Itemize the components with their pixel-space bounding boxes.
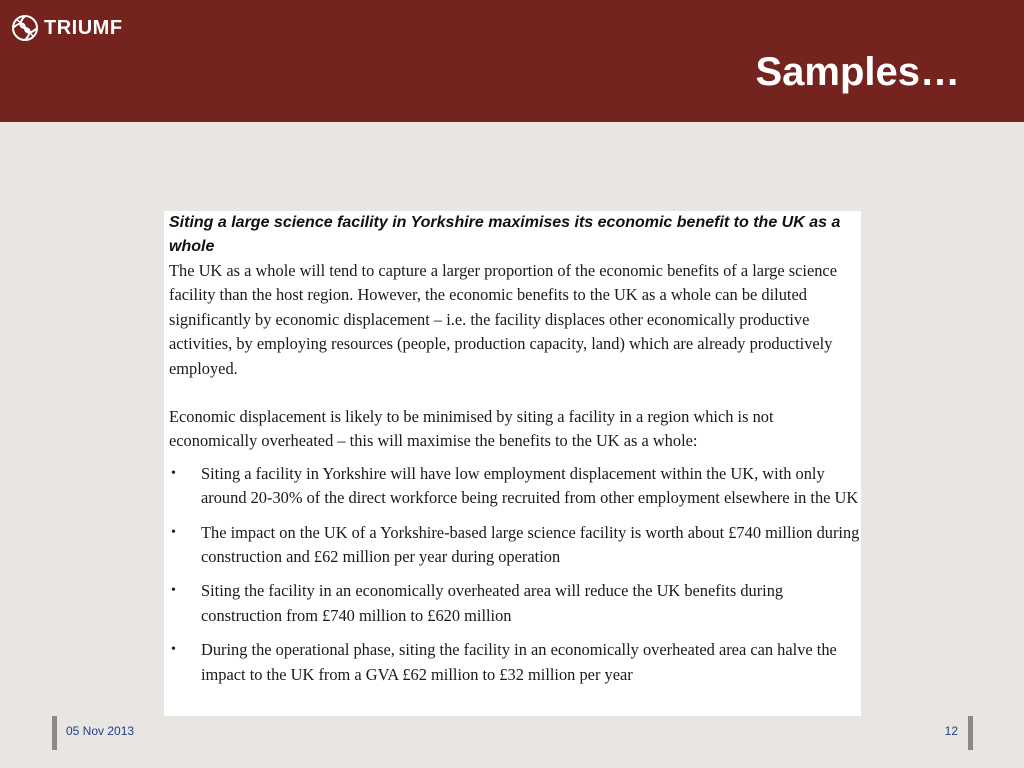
document-excerpt — [164, 211, 861, 716]
bullet-text: Siting a facility in Yorkshire will have low employment displacement within the UK, with only around 20-30% of the direct workforce being recruited from other employment elsewhere in the UK — [201, 463, 859, 508]
bullet-dot: • — [171, 642, 176, 658]
bullet-dot: • — [171, 465, 176, 481]
bullet-text: Siting the facility in an economically overheated area will reduce the UK benefits during construction from £740 million to £620 million — [201, 581, 784, 625]
bullet-item — [169, 521, 861, 570]
bullet-text: During the operational phase, siting the facility in an economically overheated area can halve the impact to the UK from a GVA £62 million to £32 million per year — [201, 640, 837, 684]
footer-divider-right — [968, 716, 973, 750]
bullet-dot: • — [171, 583, 176, 599]
slide-header — [0, 0, 1024, 122]
document-paragraph-2: Economic displacement is likely to be minimised by siting a facility in a region which is not economically overheated – this will maximise the benefits to the UK as a whole: — [169, 407, 774, 451]
document-heading: Siting a large science facility in Yorkshire maximises its economic benefit to the UK as a whole — [169, 214, 841, 255]
logo-text: TRIUMF — [44, 16, 123, 39]
page-number: 12 — [944, 724, 958, 738]
footer-divider-left — [52, 716, 57, 750]
triumf-logo-icon — [10, 13, 40, 43]
bullet-item — [169, 638, 861, 687]
triumf-logo — [10, 12, 123, 44]
bullet-list — [169, 462, 861, 687]
slide-title: Samples… — [755, 50, 960, 94]
document-paragraph-1: The UK as a whole will tend to capture a larger proportion of the economic benefits of a large science facility than the host region. However, the economic benefits to the UK as a whole can be diluted significantly by economic displacement – i.e. the facility displaces other economically productive activities, by employing resources (people, production capacity, land) which are already productively employed. — [169, 261, 837, 378]
footer-date: 05 Nov 2013 — [66, 724, 135, 738]
bullet-item — [169, 579, 861, 628]
bullet-item — [169, 462, 861, 511]
bullet-text: The impact on the UK of a Yorkshire-based large science facility is worth about £740 million during construction and £62 million per year during operation — [201, 522, 860, 567]
bullet-dot: • — [171, 524, 176, 540]
